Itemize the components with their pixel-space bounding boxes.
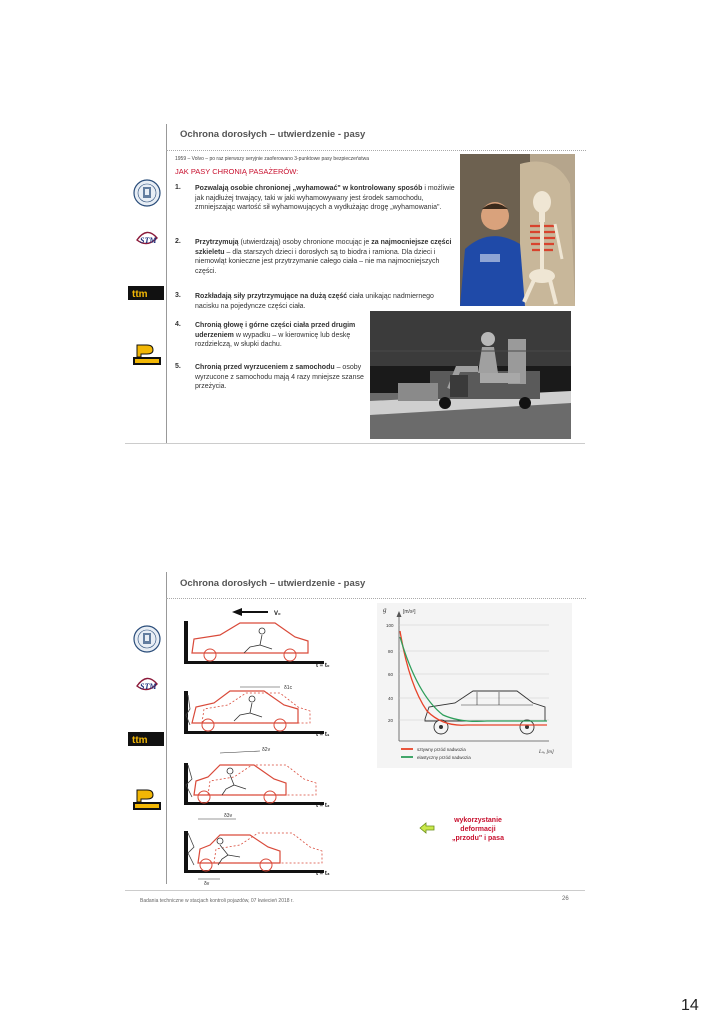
callout-line-2: deformacji — [460, 826, 496, 833]
item-3-rest: ciała unikając nadmiernego nacisku na pojedyncze części ciała. — [195, 293, 434, 310]
legend-elastic: elastyczny przód nadwozia — [417, 755, 471, 760]
item-4-bold: Chronią głowę i górne części ciała przed drugim uderzeniem — [195, 322, 356, 339]
arrow-left-icon — [419, 821, 435, 839]
item-5-bold: Chronią przed wyrzuceniem z samochodu — [195, 364, 335, 371]
item-4-text — [195, 321, 385, 350]
callout-line-1: wykorzystanie — [454, 817, 502, 824]
item-2-rest: – dla starszych dzieci i dorosłych są to biodra i ramiona. Dla dzieci i niemowląt konieczne jest przytrzymanie całego ciała – nie ma najmocniejszych części. — [195, 248, 440, 275]
item-1-bold: Pozwalają osobie chronionej „wyhamować" w kontrolowany sposób — [195, 185, 423, 192]
velocity-label: V₀ — [274, 611, 281, 617]
item-5-number: 5. — [175, 363, 181, 370]
time-label-t3: t = t₃ — [316, 871, 330, 877]
item-2-text — [195, 238, 457, 276]
chart-y-unit: [m/s²] — [403, 609, 416, 615]
item-1-text — [195, 184, 455, 213]
dummy-skeleton-photo — [460, 154, 575, 306]
crash-sled-photo — [370, 311, 571, 439]
slide-2-bottom-rule — [125, 890, 585, 891]
svg-text:ttm: ttm — [132, 735, 148, 746]
item-5-rest: – osoby wyrzucone z samochodu mają 4 razy mniejsze szanse przeżycia. — [195, 364, 364, 390]
y-tick-60: 60 — [388, 672, 394, 677]
pzm-logo — [131, 343, 163, 372]
time-label-t2: t = t₂ — [316, 803, 330, 809]
item-3-number: 3. — [175, 292, 181, 299]
svg-text:δ2v: δ2v — [262, 747, 271, 753]
item-4-rest: w wypadku – w kierownicę lub deskę rozdzielczą, w słupki dachu. — [195, 331, 351, 348]
ttm-logo — [128, 286, 164, 305]
item-2-number: 2. — [175, 238, 181, 245]
time-label-t0: t = t₀ — [316, 663, 330, 669]
chart-x-label: Lₛₐ [m] — [539, 750, 554, 755]
slide-2-title: Ochrona dorosłych – utwierdzenie - pasy — [180, 578, 366, 589]
pzm-logo — [131, 788, 163, 817]
legend-rigid: sztywny przód nadwozia — [417, 747, 466, 752]
svg-text:δ3v: δ3v — [224, 813, 233, 819]
stm-logo — [133, 674, 161, 703]
y-tick-40: 40 — [388, 696, 394, 701]
callout-text — [438, 816, 518, 843]
svg-text:ttm: ttm — [132, 289, 148, 300]
item-3-text — [195, 292, 435, 311]
slide-2-top-rule — [166, 598, 586, 600]
item-4-number: 4. — [175, 321, 181, 328]
page-number: 14 — [681, 997, 699, 1014]
item-1-rest: i możliwie jak najdłużej trwający, taki w jaki wyhamowywany jest środek samochodu, zmniejszając wartość sił wyhamowujących a wydłużając drogę „wyhamowania". — [195, 185, 455, 211]
slide-1-title: Ochrona dorosłych – utwierdzenie - pasy — [180, 129, 366, 140]
y-tick-20: 20 — [388, 718, 394, 723]
ttm-logo — [128, 732, 164, 751]
crest-logo — [133, 622, 161, 661]
item-2-bold-2: za najmocniejsze części szkieletu — [195, 239, 452, 256]
svg-text:δv: δv — [204, 881, 210, 885]
deceleration-chart — [377, 603, 572, 768]
item-2-mid: (utwierdzają) osoby chronione mocując je — [238, 239, 372, 246]
slide-1-vertical-rule — [166, 124, 167, 444]
slide-1-bottom-rule — [125, 443, 585, 444]
stm-logo — [133, 228, 161, 257]
item-2-bold: Przytrzymują — [195, 239, 239, 246]
time-label-t1: t = t₁ — [316, 732, 330, 738]
slide-2-number: 26 — [562, 896, 569, 902]
slide-2-vertical-rule — [166, 572, 167, 884]
callout-line-3: „przodu" i pasa — [452, 835, 504, 842]
slide-1-intro: 1959 – Volvo – po raz pierwszy seryjnie zaoferowano 3-punktowe pasy bezpieczeństwa — [175, 156, 369, 162]
svg-text:STM: STM — [140, 236, 157, 245]
slide-1-heading: JAK PASY CHRONIĄ PASAŻERÓW: — [175, 167, 299, 176]
crest-logo — [133, 176, 161, 215]
item-5-text — [195, 363, 370, 392]
svg-text:STM: STM — [140, 682, 157, 691]
item-1-number: 1. — [175, 184, 181, 191]
svg-text:δ1c: δ1c — [284, 685, 293, 691]
y-tick-100: 100 — [386, 623, 394, 628]
slide-1-top-rule — [166, 150, 586, 152]
crash-sequence-diagram — [180, 605, 352, 885]
item-3-bold: Rozkładają siły przytrzymujące na dużą część — [195, 293, 348, 300]
chart-y-symbol: g — [383, 606, 387, 614]
slide-2-footer: Badania techniczne w stacjach kontroli pojazdów, 07 kwiecień 2018 r. — [140, 898, 294, 904]
y-tick-80: 80 — [388, 649, 394, 654]
